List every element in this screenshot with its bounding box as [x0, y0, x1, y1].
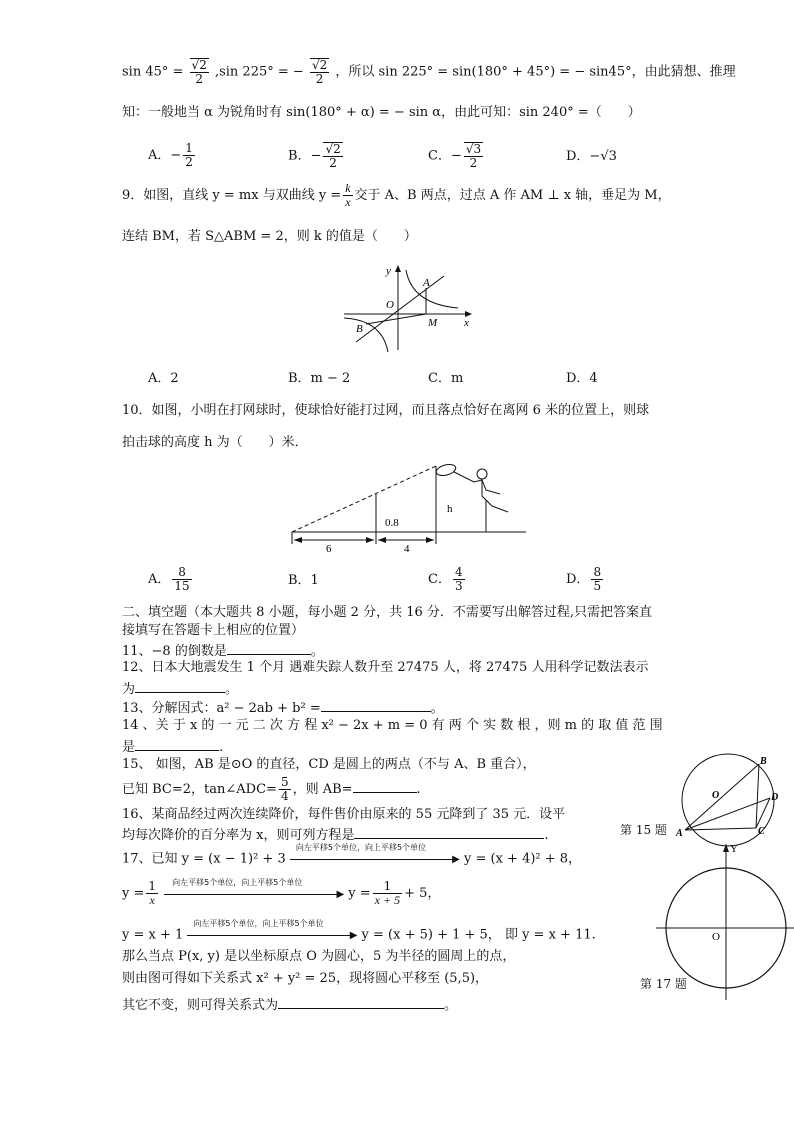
q15-caption: 第 15 题: [620, 823, 667, 837]
label-b: B: [760, 756, 767, 767]
label-a: A: [676, 828, 683, 839]
q10-option-a: A． $\frac{8}{15}$: [148, 565, 190, 594]
q8-option-a: A．− $\frac{1}{2}$: [148, 141, 193, 170]
label-net-height: 0.8: [385, 517, 399, 529]
q8-text: sin 45° =: [122, 64, 184, 80]
q8-line2: 知：一般地当 α 为锐角时有 sin(180° + α) = − sin α，由此可知：sin 240° =（ ）: [122, 105, 641, 120]
label-o: O: [712, 790, 720, 801]
label-b: B: [356, 323, 363, 335]
q9-figure: [340, 262, 480, 352]
arrow-label: 向左平移5个单位，向上平移5个单位: [193, 919, 324, 928]
player-head: [477, 469, 487, 479]
q17-line4: 那么当点 P(x, y) 是以坐标原点 O 为圆心，5 为半径的圆周上的点，: [122, 949, 516, 964]
transform-arrow-icon: [290, 859, 454, 860]
y-axis-arrow-icon: [395, 265, 401, 272]
y-axis-arrow-icon: [723, 844, 729, 852]
label-d: D: [771, 792, 779, 803]
q15-line1: 15、 如图，AB 是⊙O 的直径，CD 是圆上的两点（不与 A、B 重合），: [122, 757, 536, 772]
transform-arrow-icon: [187, 935, 351, 936]
q10-line1: 10．如图，小明在打网球时，使球恰好能打过网，而且落点恰好在离网 6 米的位置上，则球: [122, 403, 650, 418]
label-h: h: [447, 503, 453, 515]
q10-option-c: C． $\frac{4}{3}$: [428, 565, 463, 594]
fraction: $\frac{√2}{2}$: [311, 58, 328, 87]
q15-line2: 已知 BC=2，tan∠ADC= $\frac{5}{4}$ ，则 AB= .: [122, 775, 421, 804]
q12-line1: 12、日本大地震发生 1 个月 遇难失踪人数升至 27475 人，将 27475 人用科学记数法表示: [122, 660, 649, 675]
ball-path: [292, 466, 436, 532]
q15-figure: [672, 752, 784, 848]
q17-line2: y = $\frac{1}{x}$ 向左平移5个单位，向上平移5个单位 ▶ y = $\frac{1}{x + 5}$ + 5，: [122, 877, 441, 908]
q10-figure: [286, 460, 536, 560]
segment-ac: [685, 828, 756, 830]
q16-line2: 均每次降价的百分率为 x，则可列方程是 .: [122, 828, 549, 843]
section2-heading: 二、填空题（本大题共 8 小题，每小题 2 分，共 16 分．不需要写出解答过程,只需把答案直: [122, 605, 653, 620]
segment-bc: [756, 764, 759, 828]
player-icon: [454, 472, 508, 532]
q11: 11、−8 的倒数是 。: [122, 644, 324, 659]
q8-option-c: C．− $\frac{√3}{2}$: [428, 142, 482, 171]
label-y: Y: [730, 843, 738, 855]
q8-text: ，所以 sin 225° = sin(180° + 45°) = − sin45°，由此猜想、推理: [335, 64, 736, 80]
q8-option-b: B．− $\frac{√2}{2}$: [288, 142, 341, 171]
section2-heading-cont: 接填写在答题卡上相应的位置）: [122, 623, 305, 638]
q9-option-d: D．4: [566, 371, 598, 386]
label-o: O: [386, 299, 394, 311]
q9-option-a: A．2: [148, 371, 179, 386]
label-a: A: [423, 277, 430, 289]
answer-blank[interactable]: [353, 780, 417, 793]
hyperbola-branch-1: [406, 270, 458, 308]
q10-line2: 拍击球的高度 h 为（ ）米．: [122, 435, 308, 450]
answer-blank[interactable]: [278, 996, 444, 1009]
q16-line1: 16、某商品经过两次连续降价，每件售价由原来的 55 元降到了 35 元．设平: [122, 807, 566, 822]
label-c: C: [758, 826, 765, 837]
q9-line1: 9．如图，直线 y = mx 与双曲线 y = $\frac{k}{x}$ 交于 A、B 两点，过点 A 作 AM ⊥ x 轴，垂足为 M，: [122, 181, 671, 210]
line-y-mx: [356, 276, 444, 342]
racket-icon: [435, 463, 457, 478]
label-y: y: [386, 265, 391, 277]
label-o: O: [712, 931, 720, 943]
answer-blank[interactable]: [135, 680, 225, 693]
arrow-label: 向左平移5个单位，向上平移5个单位: [295, 843, 427, 852]
answer-blank[interactable]: [227, 642, 311, 655]
q17-line6: 其它不变，则可得关系式为 。: [122, 998, 458, 1013]
q8-line1: [122, 58, 736, 86]
label-6: 6: [326, 543, 332, 555]
q9-option-c: C．m: [428, 371, 464, 386]
q12-line2: 为 。: [122, 682, 239, 697]
q17-line3: y = x + 1 向左平移5个单位，向上平移5个单位 ▶ y = (x + 5) + 1 + 5， 即 y = x + 11.: [122, 919, 596, 943]
q17-line5: 则由图可得如下关系式 x² + y² = 25，现将圆心平移至 (5,5)，: [122, 971, 489, 986]
label-x: x: [464, 317, 469, 329]
diameter-ab: [685, 764, 759, 830]
q17-caption: 第 17 题: [640, 977, 687, 991]
answer-blank[interactable]: [321, 699, 431, 712]
arrow-label: 向左平移5个单位，向上平移5个单位: [172, 877, 303, 887]
q13: 13、分解因式：a² − 2ab + b² = 。: [122, 701, 444, 716]
q8-text: ,sin 225° = −: [214, 64, 304, 80]
q10-option-d: D． $\frac{8}{5}$: [566, 565, 602, 594]
transform-arrow-icon: [164, 894, 338, 895]
fraction: $\frac{√2}{2}$: [191, 58, 207, 87]
q14-line1: 14 、关 于 x 的 一 元 二 次 方 程 x² − 2x + m = 0 有 两 个 实 数 根 ，则 m 的 取 值 范 围: [122, 718, 663, 733]
answer-blank[interactable]: [135, 738, 219, 751]
q9-option-b: B．m − 2: [288, 371, 351, 386]
q14-line2: 是 .: [122, 740, 224, 755]
q17-line1: 17、已知 y = (x − 1)² + 3 向左平移5个单位，向上平移5个单位 ▶ y = (x + 4)² + 8，: [122, 843, 582, 867]
q10-option-b: B．1: [288, 573, 319, 588]
q9-line2: 连结 BM，若 S△ABM = 2，则 k 的值是（ ）: [122, 229, 417, 244]
q8-option-d: D．−√3: [566, 149, 617, 164]
segment-bm: [366, 314, 426, 324]
answer-blank[interactable]: [354, 826, 544, 839]
label-4: 4: [404, 543, 410, 555]
label-m: M: [428, 317, 438, 329]
